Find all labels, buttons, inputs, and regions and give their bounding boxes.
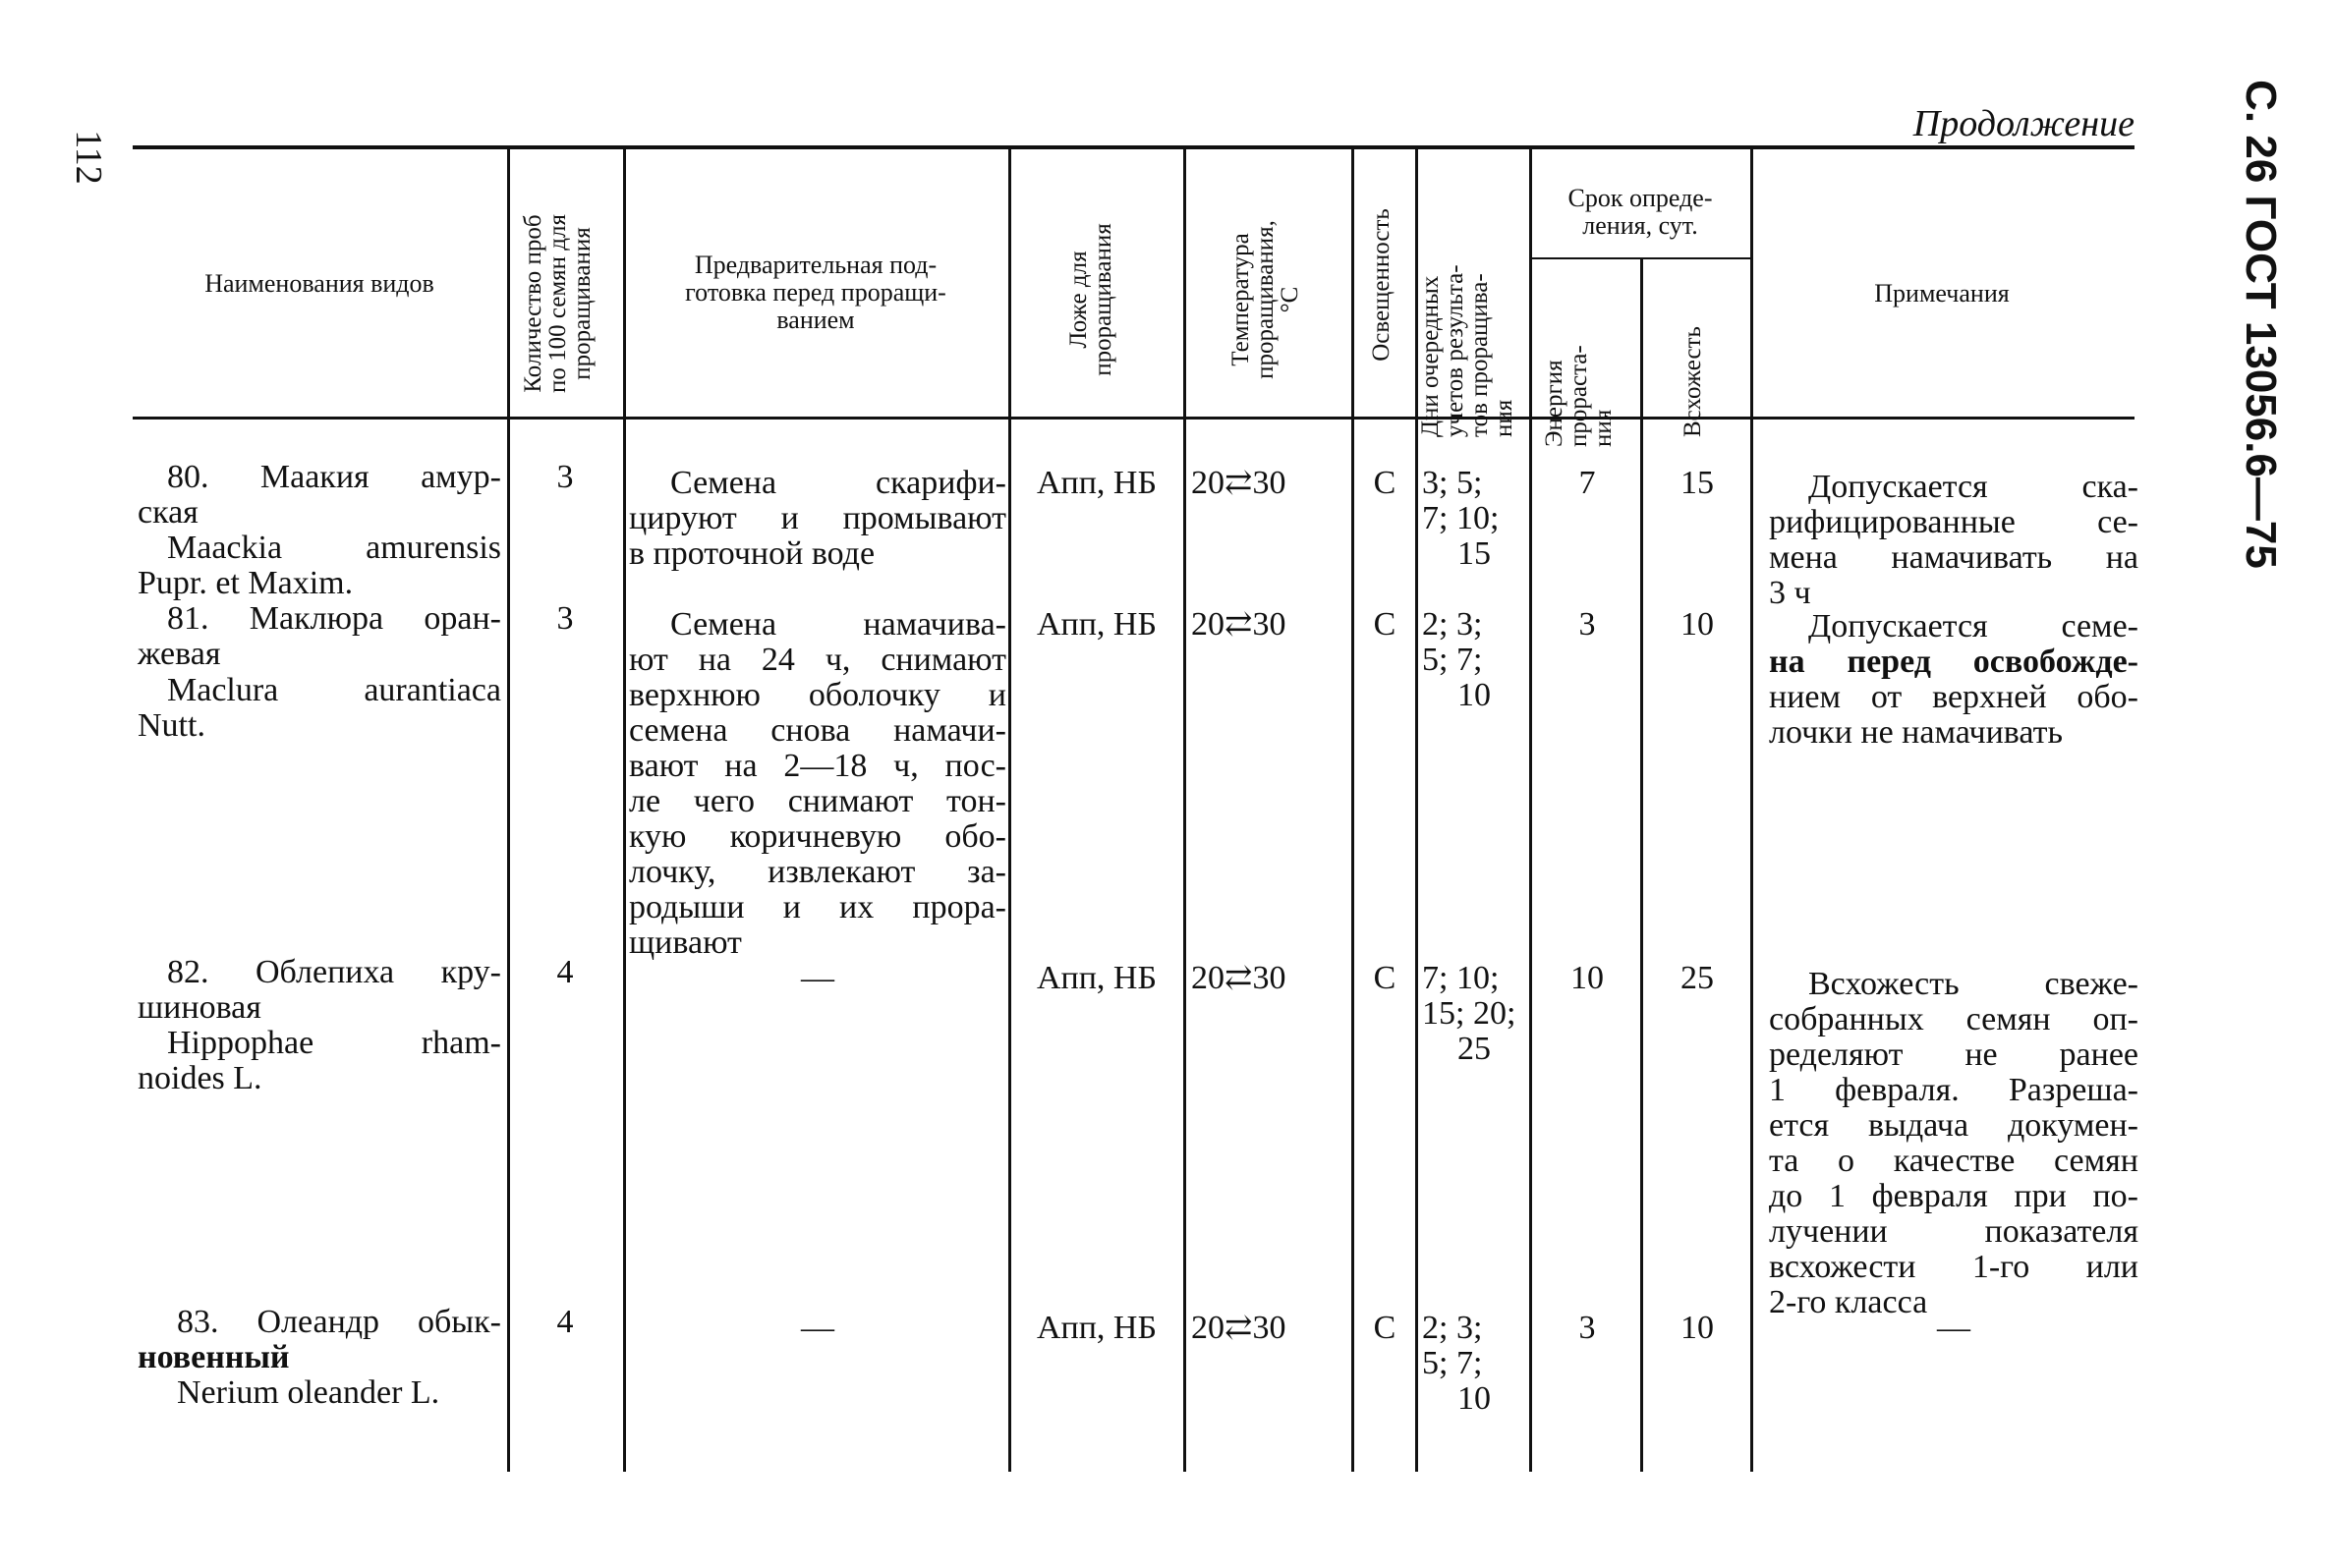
- header-germination: Всхожесть: [1679, 326, 1706, 437]
- header-temperature: Температура проращивания, °С: [1227, 220, 1303, 379]
- germination-days: 15: [1680, 465, 1714, 501]
- samples-count: 4: [556, 1304, 574, 1340]
- energy-days: 3: [1578, 606, 1596, 643]
- germination-days: 10: [1680, 1310, 1714, 1346]
- species-name-ru: 81. Маклюра оран- жевая: [138, 600, 501, 672]
- germination-bed: Апп, НБ: [1036, 606, 1158, 643]
- header-energy: Энергия прораста- ния: [1541, 345, 1617, 447]
- temperature: 20⇄30: [1191, 1310, 1286, 1346]
- notes: Допускается семе- на перед освобожде- нием от верхней обо- лочки не намачивать: [1769, 608, 2138, 751]
- species-name-ru: 83. Олеандр обык- новенный: [138, 1304, 501, 1375]
- col-divider: [1529, 149, 1532, 1472]
- header-bed: Ложе для проращивания: [1065, 223, 1116, 376]
- count-days: 2; 3; 5; 7; 10: [1422, 606, 1491, 713]
- col-divider: [623, 149, 626, 1472]
- header-samples: Количество проб по 100 семян для проращивания: [520, 213, 596, 394]
- col-divider: [1750, 149, 1753, 1472]
- energy-days: 10: [1570, 960, 1604, 996]
- preparation: Семена намачива- ют на 24 ч, снимают верхнюю оболочку и семена снова намачи- вают на 2—18 ч, пос- ле чего снимают тон- кую коричневую обо- лочку, извлекают за- родыши и их прора- щивают: [629, 606, 1006, 961]
- preparation: —: [801, 960, 834, 996]
- continuation-label: Продолжение: [1912, 103, 2135, 144]
- samples-count: 3: [556, 459, 574, 495]
- preparation: Семена скарифи- цируют и промывают в проточной воде: [629, 465, 1006, 572]
- germination-bed: Апп, НБ: [1036, 1310, 1158, 1346]
- header-notes: Примечания: [1874, 279, 2010, 308]
- col-divider: [1183, 149, 1186, 1472]
- table-header-bottom-rule: [133, 417, 2135, 420]
- header-light: Освещенность: [1368, 208, 1395, 362]
- germination-bed: Апп, НБ: [1036, 960, 1158, 996]
- species-name-lat: Maackia amurensis Pupr. et Maxim.: [138, 530, 501, 601]
- count-days: 7; 10; 15; 20; 25: [1422, 960, 1516, 1067]
- temperature: 20⇄30: [1191, 465, 1286, 501]
- page-number: 112: [68, 130, 109, 185]
- germination-bed: Апп, НБ: [1036, 465, 1158, 501]
- light: С: [1373, 465, 1396, 501]
- temperature: 20⇄30: [1191, 960, 1286, 996]
- notes: Всхожесть свеже- собранных семян оп- ределяют не ранее 1 февраля. Разреша- ется выдача докумен- та о качестве семян до 1 февраля при по- лучении показателя всхожести 1-го или 2-го класса: [1769, 966, 2138, 1320]
- header-prep: Предварительная под- готовка перед проращи- ванием: [685, 251, 946, 334]
- species-name-lat: Hippophae rham- noides L.: [138, 1025, 501, 1096]
- energy-days: 3: [1578, 1310, 1596, 1346]
- table-top-rule: [133, 145, 2135, 149]
- samples-count: 4: [556, 954, 574, 990]
- light: С: [1373, 1310, 1396, 1346]
- species-name-lat: Nerium oleander L.: [177, 1374, 440, 1411]
- col-divider: [1008, 149, 1011, 1472]
- germination-days: 10: [1680, 606, 1714, 643]
- temperature: 20⇄30: [1191, 606, 1286, 643]
- light: С: [1373, 960, 1396, 996]
- energy-days: 7: [1578, 465, 1596, 501]
- standard-reference: С. 26 ГОСТ 13056.6—75: [2237, 80, 2285, 569]
- col-divider: [1640, 259, 1643, 1472]
- species-name-ru: 80. Маакия амур- ская: [138, 459, 501, 531]
- col-divider: [1351, 149, 1354, 1472]
- header-term: Срок опреде- ления, сут.: [1567, 184, 1713, 240]
- species-name-ru: 82. Облепиха кру- шиновая: [138, 954, 501, 1026]
- species-name-lat: Maclura aurantiaca Nutt.: [138, 672, 501, 744]
- col-divider: [507, 149, 510, 1472]
- notes: —: [1937, 1310, 1970, 1346]
- header-days: Дни очередных учетов результа- тов проращива- ния: [1417, 264, 1517, 437]
- count-days: 3; 5; 7; 10; 15: [1422, 465, 1500, 572]
- light: С: [1373, 606, 1396, 643]
- header-name: Наименования видов: [204, 269, 434, 298]
- count-days: 2; 3; 5; 7; 10: [1422, 1310, 1491, 1417]
- preparation: —: [801, 1310, 834, 1346]
- notes: Допускается ска- рифицированные се- мена намачивать на 3 ч: [1769, 469, 2138, 611]
- samples-count: 3: [556, 600, 574, 637]
- germination-days: 25: [1680, 960, 1714, 996]
